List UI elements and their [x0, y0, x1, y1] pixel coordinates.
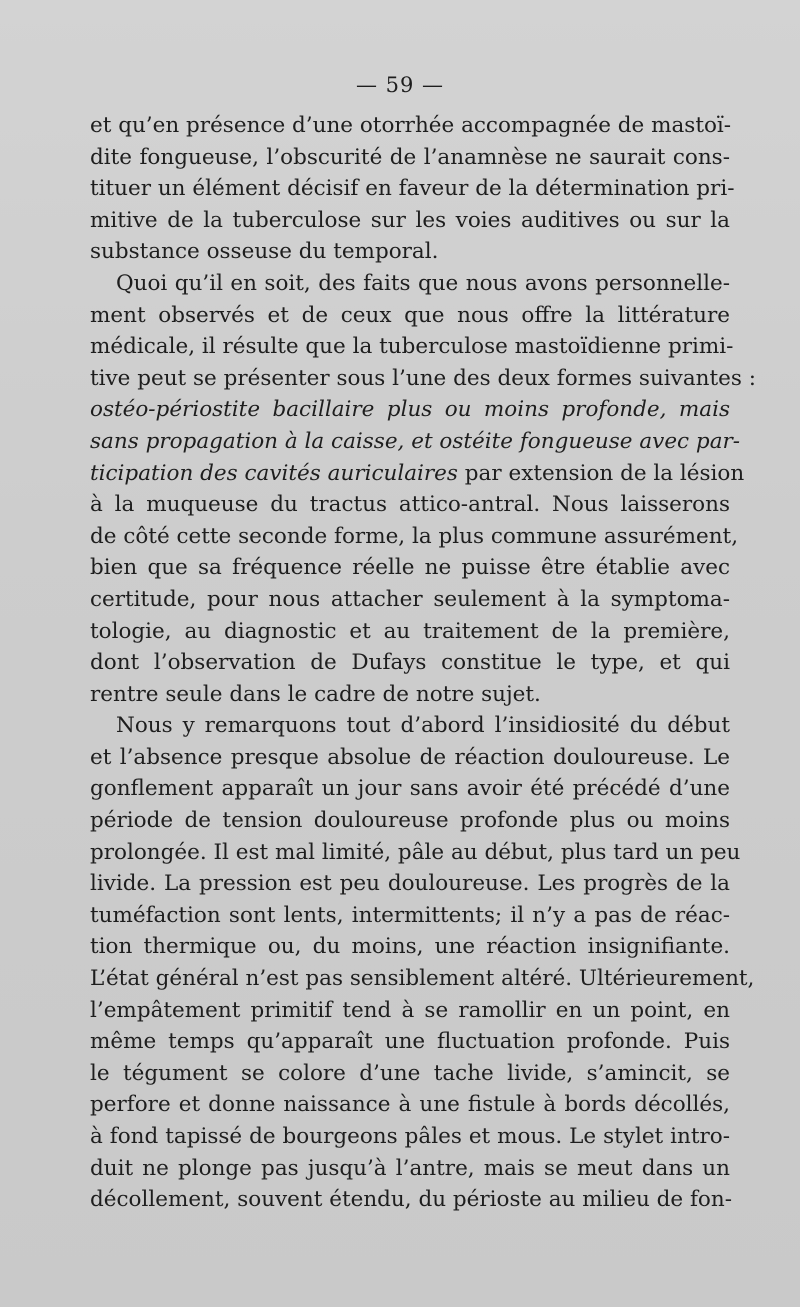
text-line: perfore et donne naissance à une fistule à bords décollés,: [90, 1092, 730, 1118]
text-line: l’empâtement primitif tend à se ramollir en un point, en: [90, 997, 730, 1023]
text-line: tuméfaction sont lents, intermittents; il n’y a pas de réac-: [90, 902, 730, 928]
text-line: substance osseuse du temporal.: [90, 239, 439, 265]
text-line: Nous y remarquons tout d’abord l’insidiosité du début: [116, 713, 730, 739]
italic-text-line: sans propagation à la caisse, et ostéite fongueuse avec par-: [90, 428, 741, 454]
text-line: de côté cette seconde forme, la plus commune assurément,: [90, 523, 739, 549]
text-line: et l’absence presque absolue de réaction douloureuse. Le: [90, 744, 730, 770]
text-line: à la muqueuse du tractus attico-antral. Nous laisserons: [90, 492, 730, 518]
text-phrase: par extension de la lésion: [464, 460, 745, 486]
text-line: L’état général n’est pas sensiblement altéré. Ultérieurement,: [90, 966, 755, 992]
text-line: duit ne plonge pas jusqu’à l’antre, mais se meut dans un: [90, 1155, 730, 1181]
text-line: même temps qu’apparaît une fluctuation profonde. Puis: [90, 1029, 730, 1055]
text-line: certitude, pour nous attacher seulement à la symptoma-: [90, 586, 730, 612]
text-line: période de tension douloureuse profonde plus ou moins: [90, 808, 730, 834]
text-line: et qu’en présence d’une otorrhée accompagnée de mastoï-: [90, 113, 732, 138]
text-line: ment observés et de ceux que nous offre la littérature: [90, 302, 730, 328]
italic-text-line: ostéo-périostite bacillaire plus ou moins profonde, mais: [90, 397, 730, 423]
text-line: mitive de la tuberculose sur les voies auditives ou sur la: [90, 207, 730, 233]
page-number: — 59 —: [355, 73, 445, 97]
text-line: prolongée. Il est mal limité, pâle au début, plus tard un peu: [90, 839, 741, 865]
body-text: [90, 110, 756, 1216]
text-line: médicale, il résulte que la tuberculose mastoïdienne primi-: [90, 334, 734, 360]
italic-phrase: ticipation des cavités auriculaires: [90, 460, 458, 486]
text-line: Quoi qu’il en soit, des faits que nous avons personnelle-: [116, 270, 730, 296]
text-line: rentre seule dans le cadre de notre sujet.: [90, 681, 541, 707]
paragraph-2: [90, 268, 756, 710]
text-line: tive peut se présenter sous l’une des deux formes suivantes :: [90, 365, 756, 391]
text-line: tologie, au diagnostic et au traitement de la première,: [90, 618, 730, 644]
paragraph-3: [90, 710, 755, 1216]
text-line: tion thermique ou, du moins, une réaction insignifiante.: [90, 934, 730, 960]
text-line: dont l’observation de Dufays constitue le type, et qui: [90, 650, 730, 676]
text-line: livide. La pression est peu douloureuse. Les progrès de la: [90, 871, 730, 897]
paragraph-1: [90, 110, 735, 268]
text-line: le tégument se colore d’une tache livide, s’amincit, se: [90, 1060, 730, 1086]
text-line: à fond tapissé de bourgeons pâles et mous. Le stylet intro-: [90, 1124, 730, 1149]
mixed-text-line: [90, 458, 745, 490]
text-line: gonflement apparaît un jour sans avoir été précédé d’une: [90, 776, 730, 802]
text-line: bien que sa fréquence réelle ne puisse être établie avec: [90, 555, 730, 581]
text-line: tituer un élément décisif en faveur de la détermination pri-: [90, 176, 735, 202]
text-line: décollement, souvent étendu, du périoste au milieu de fon-: [90, 1187, 732, 1213]
text-line: dite fongueuse, l’obscurité de l’anamnèse ne saurait cons-: [90, 144, 730, 170]
